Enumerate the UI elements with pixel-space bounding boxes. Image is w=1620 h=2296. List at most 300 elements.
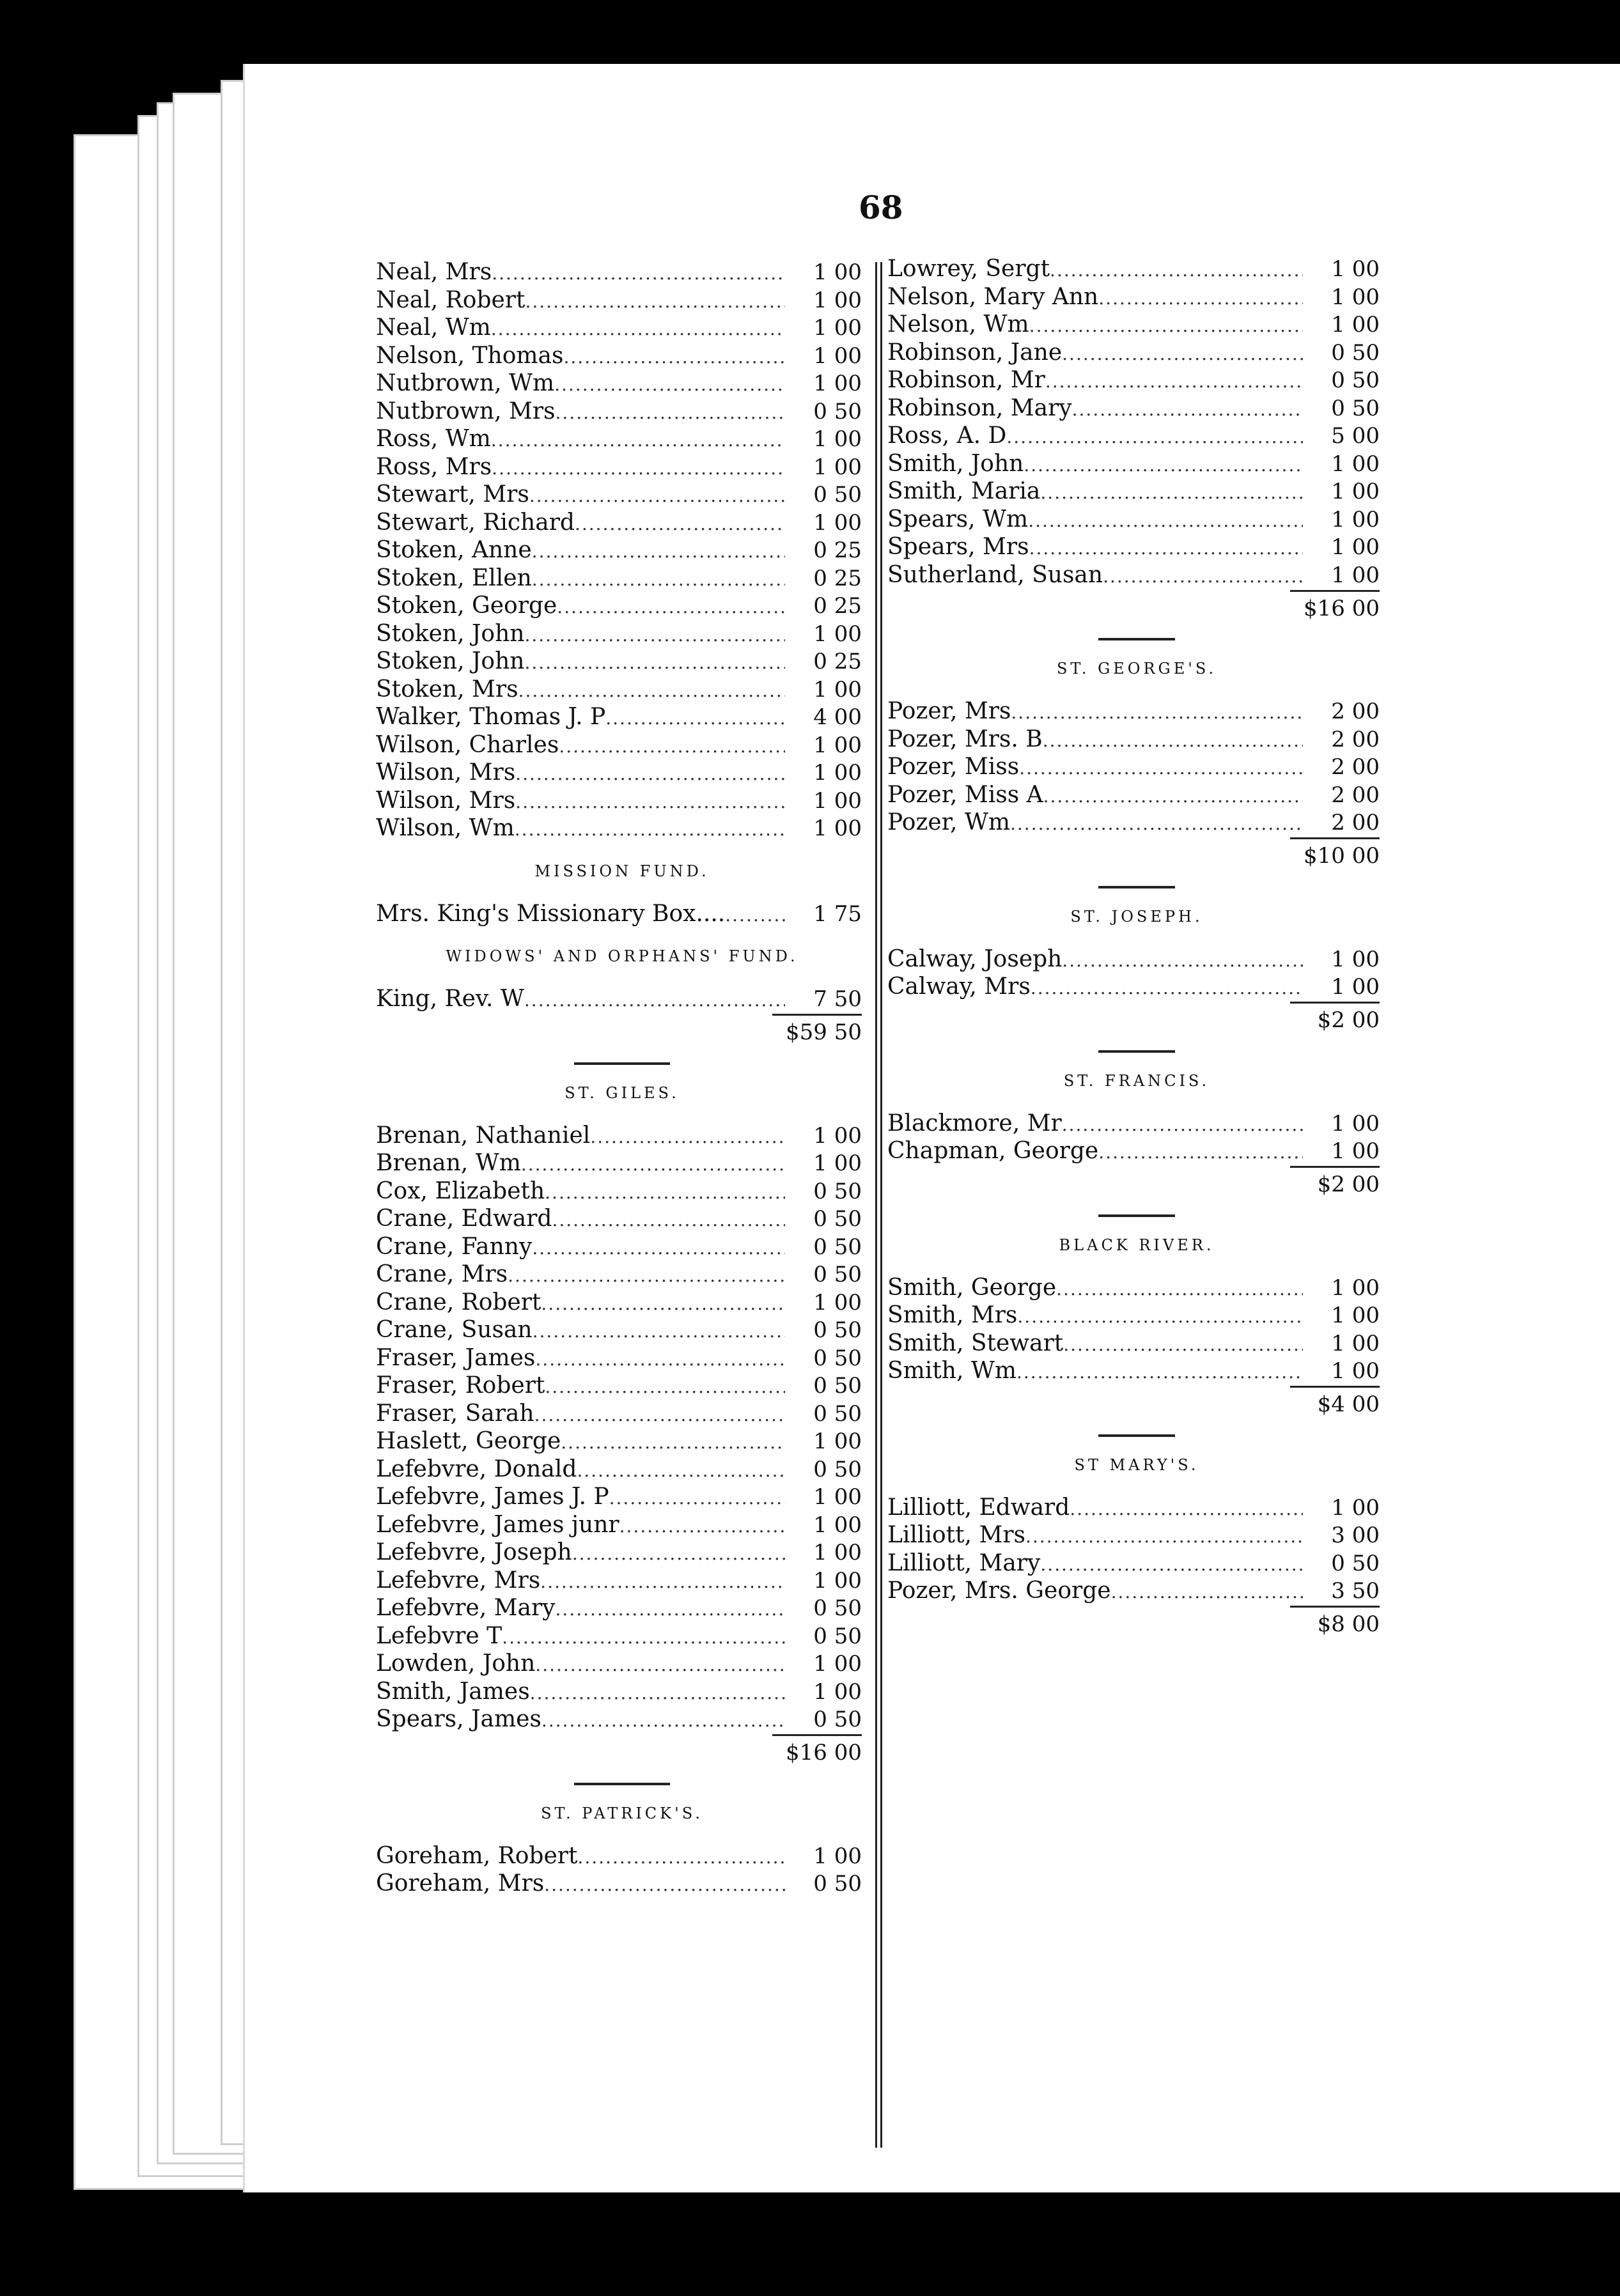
entry-name: Smith, Wm	[887, 1358, 1016, 1384]
entry-amount: 0 50	[813, 1373, 862, 1399]
entry-amount: 1 00	[813, 816, 862, 841]
leader-dots	[532, 541, 785, 562]
section-title-st-francis: ST. FRANCIS.	[1063, 1071, 1210, 1090]
list-item	[376, 787, 868, 816]
entry-amount: 3 50	[1331, 1578, 1380, 1604]
entry-amount: 1 00	[1331, 284, 1380, 310]
leader-dots	[1011, 702, 1303, 723]
entry-amount: 0 50	[813, 1317, 862, 1343]
entry-name: Crane, Susan	[376, 1317, 533, 1343]
section-title-widows-fund: WIDOWS' AND ORPHANS' FUND.	[446, 947, 798, 965]
list-item	[887, 311, 1386, 339]
list-item	[376, 1456, 868, 1484]
leader-dots	[521, 1154, 785, 1175]
entry-name: Smith, Maria	[887, 478, 1041, 504]
entry-amount: 3 00	[1331, 1523, 1380, 1548]
leader-dots	[1043, 786, 1303, 807]
list-item	[376, 1206, 868, 1234]
entry-list	[376, 259, 868, 843]
leader-dots	[1062, 343, 1303, 364]
list-item	[376, 759, 868, 787]
section-total: $2 00	[887, 1002, 1386, 1034]
list-item	[376, 704, 868, 732]
entry-amount: 1 00	[813, 509, 862, 536]
entry-amount: 1 00	[1331, 1494, 1380, 1521]
list-item	[376, 621, 868, 649]
leader-dots	[1016, 1361, 1303, 1383]
leader-dots	[1056, 1278, 1303, 1299]
entry-name: Stoken, John	[376, 620, 525, 647]
list-item	[887, 562, 1386, 590]
list-item	[376, 1679, 868, 1707]
entry-list	[887, 1110, 1386, 1166]
entry-name: Stoken, Mrs	[376, 676, 518, 702]
list-item	[376, 901, 868, 929]
entry-amount: 1 00	[1331, 312, 1380, 337]
leader-dots	[532, 569, 785, 590]
section-title-mission-fund: MISSION FUND.	[534, 862, 710, 880]
entry-amount: 0 50	[813, 1345, 862, 1371]
entry-name: Lefebvre T	[376, 1622, 502, 1649]
entry-name: Blackmore, Mr	[887, 1110, 1062, 1136]
entry-name: Ross, A. D	[887, 423, 1007, 449]
entry-amount: 1 00	[813, 787, 862, 814]
leader-dots	[515, 763, 785, 784]
entry-amount: 1 75	[813, 901, 862, 927]
entry-name: Cox, Elizabeth	[376, 1177, 545, 1204]
leader-dots	[1031, 977, 1303, 998]
entry-list	[887, 1494, 1386, 1606]
list-item	[887, 1358, 1386, 1386]
leader-dots	[508, 1265, 785, 1286]
entry-amount: 2 00	[1331, 810, 1380, 835]
leader-dots	[1098, 1142, 1303, 1163]
entry-name: Stoken, Ellen	[376, 564, 532, 591]
column-divider	[875, 262, 877, 2148]
leader-dots	[590, 1126, 785, 1147]
entry-name: Ross, Mrs	[376, 453, 492, 480]
list-item	[887, 1522, 1386, 1550]
entry-amount: 0 25	[813, 538, 862, 563]
list-item	[376, 815, 868, 843]
entry-name: Lefebvre, Mary	[376, 1595, 556, 1621]
entry-name: Lefebvre, Joseph	[376, 1539, 572, 1565]
section-total: $4 00	[887, 1386, 1386, 1418]
section-separator	[574, 1062, 670, 1065]
leader-dots	[525, 291, 785, 312]
leader-dots	[556, 1599, 786, 1620]
leader-dots	[1040, 482, 1303, 503]
leader-dots	[1103, 566, 1303, 587]
entry-amount: 0 50	[1331, 395, 1380, 421]
entry-name: Smith, George	[887, 1274, 1057, 1301]
leader-dots	[541, 1710, 785, 1731]
leader-dots	[544, 1874, 785, 1895]
entry-amount: 1 00	[813, 371, 862, 396]
entry-amount: 1 00	[1331, 479, 1380, 504]
entry-amount: 1 00	[1331, 1330, 1380, 1356]
list-item	[376, 1428, 868, 1456]
entry-name: Stoken, John	[376, 648, 525, 674]
entry-name: Nelson, Wm	[887, 311, 1029, 337]
leader-dots	[530, 1682, 785, 1703]
list-item	[376, 1345, 868, 1373]
entry-name: Stewart, Mrs	[376, 481, 529, 508]
entry-amount: 1 00	[1331, 562, 1380, 588]
list-item	[376, 454, 868, 482]
entry-name: Lowden, John	[376, 1650, 536, 1677]
leader-dots	[534, 1404, 785, 1425]
entry-amount: 0 50	[1331, 1550, 1380, 1576]
entry-name: Ross, Wm	[376, 426, 491, 452]
entry-name: Nelson, Thomas	[376, 342, 564, 369]
section-separator	[1098, 1434, 1175, 1437]
entry-amount: 0 50	[813, 1234, 862, 1260]
entry-name: Lilliott, Edward	[887, 1494, 1070, 1521]
entry-name: Crane, Fanny	[376, 1233, 533, 1260]
entry-name: Crane, Mrs	[376, 1261, 508, 1287]
entry-amount: 0 50	[813, 1707, 862, 1732]
section-total: $16 00	[376, 1734, 868, 1766]
leader-dots	[524, 624, 785, 646]
entry-list	[887, 1275, 1386, 1386]
entry-name: Wilson, Mrs	[376, 759, 516, 786]
entry-name: Spears, Wm	[887, 506, 1029, 532]
list-item	[887, 809, 1386, 837]
list-item	[376, 648, 868, 676]
entry-list	[887, 256, 1386, 589]
leader-dots	[529, 485, 785, 506]
list-item	[376, 1843, 868, 1871]
leader-dots	[515, 791, 785, 812]
leader-dots	[619, 1516, 785, 1537]
list-item	[376, 1178, 868, 1206]
entry-list	[376, 986, 868, 1014]
section-separator	[574, 1783, 670, 1785]
entry-amount: 0 50	[1331, 339, 1380, 366]
entry-amount: 1 00	[813, 1567, 862, 1594]
entry-name: Mrs. King's Missionary Box....	[376, 900, 726, 927]
entry-name: Pozer, Miss A	[887, 781, 1043, 808]
list-item	[376, 1567, 868, 1595]
leader-dots	[1006, 426, 1303, 447]
list-item	[376, 1234, 868, 1262]
entry-list	[887, 698, 1386, 837]
list-item	[887, 423, 1386, 451]
section-separator	[1098, 1214, 1175, 1217]
leader-dots	[1024, 454, 1303, 476]
leader-dots	[492, 263, 785, 284]
list-item	[887, 367, 1386, 395]
leader-dots	[1043, 730, 1303, 751]
entry-amount: 0 50	[813, 1456, 862, 1482]
entry-amount: 1 00	[813, 1679, 862, 1705]
section-title-st-patricks: ST. PATRICK'S.	[541, 1804, 703, 1822]
entry-amount: 2 00	[1331, 726, 1380, 752]
entry-amount: 0 25	[813, 593, 862, 619]
entry-amount: 1 00	[1331, 506, 1380, 532]
entry-name: Stoken, George	[376, 593, 557, 619]
entry-name: Fraser, Sarah	[376, 1400, 534, 1427]
entry-amount: 1 00	[813, 426, 862, 452]
entry-amount: 1 00	[1331, 1275, 1380, 1301]
section-total: $16 00	[887, 589, 1386, 621]
list-item	[887, 1550, 1386, 1578]
list-item	[887, 1275, 1386, 1303]
section-total: $2 00	[887, 1166, 1386, 1198]
leader-dots	[541, 1293, 785, 1314]
entry-name: Lilliott, Mary	[887, 1549, 1041, 1576]
entry-amount: 1 00	[1331, 534, 1380, 560]
entry-name: Neal, Robert	[376, 286, 526, 313]
list-item	[887, 256, 1386, 284]
entry-amount: 0 50	[813, 1262, 862, 1287]
leader-dots	[1098, 288, 1303, 309]
leader-dots	[725, 904, 785, 926]
entry-name: Smith, Stewart	[887, 1330, 1064, 1356]
leader-dots	[1029, 538, 1303, 559]
document-page	[243, 64, 1620, 2192]
entry-amount: 7 50	[813, 986, 862, 1012]
leader-dots	[524, 989, 785, 1011]
entry-name: Robinson, Mary	[887, 394, 1072, 421]
list-item	[376, 509, 868, 538]
list-item	[887, 1578, 1386, 1606]
list-item	[376, 593, 868, 621]
entry-amount: 1 00	[813, 760, 862, 786]
list-item	[376, 1706, 868, 1734]
entry-amount: 1 00	[1331, 1110, 1380, 1136]
entry-name: King, Rev. W	[376, 986, 524, 1012]
list-item	[887, 1302, 1386, 1330]
list-item	[376, 1261, 868, 1289]
entry-amount: 0 50	[813, 1623, 862, 1649]
entry-name: Robinson, Mr	[887, 367, 1045, 393]
entry-name: Pozer, Miss	[887, 754, 1020, 780]
entry-name: Brenan, Wm	[376, 1150, 521, 1176]
entry-amount: 0 25	[813, 649, 862, 674]
list-item	[887, 478, 1386, 506]
leader-dots	[491, 318, 785, 339]
list-item	[887, 726, 1386, 754]
leader-dots	[1063, 1334, 1303, 1355]
leader-dots	[1070, 1498, 1303, 1519]
entry-name: Lefebvre, Donald	[376, 1455, 577, 1482]
list-item	[376, 481, 868, 509]
left-column	[376, 259, 868, 1898]
entry-amount: 0 50	[813, 398, 862, 424]
section-total: $59 50	[376, 1014, 868, 1046]
page-number: 68	[859, 189, 903, 226]
leader-dots	[556, 402, 785, 423]
list-item	[376, 537, 868, 565]
leader-dots	[532, 1237, 785, 1259]
leader-dots	[1040, 1554, 1303, 1575]
entry-name: Spears, Mrs	[887, 534, 1029, 560]
entry-amount: 1 00	[813, 732, 862, 758]
list-item	[887, 946, 1386, 974]
entry-name: Lefebvre, James junr	[376, 1511, 619, 1538]
leader-dots	[1062, 1114, 1303, 1135]
section-title-st-georges: ST. GEORGE'S.	[1056, 660, 1217, 678]
list-item	[376, 986, 868, 1014]
entry-amount: 1 00	[1331, 1303, 1380, 1328]
entry-amount: 1 00	[813, 260, 862, 285]
leader-dots	[561, 1432, 785, 1453]
entry-name: Lowrey, Sergt	[887, 256, 1050, 282]
section-separator	[1098, 886, 1175, 888]
list-item	[887, 534, 1386, 562]
list-item	[376, 676, 868, 704]
leader-dots	[533, 1321, 785, 1342]
entry-name: Calway, Mrs	[887, 973, 1031, 1000]
entry-name: Chapman, George	[887, 1138, 1099, 1164]
leader-dots	[575, 513, 785, 534]
list-item	[887, 284, 1386, 312]
section-total: $8 00	[887, 1606, 1386, 1638]
entry-list	[376, 1843, 868, 1898]
entry-name: Goreham, Robert	[376, 1842, 578, 1869]
list-item	[887, 339, 1386, 368]
list-item	[376, 1539, 868, 1567]
leader-dots	[491, 430, 785, 451]
list-item	[376, 1400, 868, 1429]
list-item	[887, 1494, 1386, 1523]
list-item	[376, 1512, 868, 1540]
entry-name: Calway, Joseph	[887, 945, 1063, 972]
entry-name: Fraser, James	[376, 1344, 536, 1371]
entry-amount: 1 00	[813, 621, 862, 647]
list-item	[376, 426, 868, 454]
entry-name: Pozer, Mrs. B	[887, 725, 1043, 752]
entry-amount: 1 00	[813, 315, 862, 341]
leader-dots	[609, 1487, 785, 1509]
list-item	[376, 287, 868, 315]
entry-name: Pozer, Mrs. George	[887, 1578, 1111, 1604]
entry-name: Crane, Robert	[376, 1289, 541, 1315]
entry-name: Nutbrown, Wm	[376, 370, 555, 396]
list-item	[376, 1317, 868, 1345]
entry-amount: 1 00	[813, 1429, 862, 1454]
section-title-st-marys: ST MARY'S.	[1074, 1455, 1199, 1474]
list-item	[376, 1372, 868, 1400]
entry-amount: 1 00	[813, 1151, 862, 1176]
list-item	[887, 698, 1386, 726]
list-item	[376, 370, 868, 398]
leader-dots	[492, 458, 785, 479]
entry-amount: 1 00	[1331, 1358, 1380, 1384]
leader-dots	[1072, 399, 1303, 420]
list-item	[376, 1595, 868, 1623]
leader-dots	[1025, 1526, 1303, 1547]
leader-dots	[545, 1376, 785, 1397]
leader-dots	[554, 374, 785, 395]
list-item	[887, 1110, 1386, 1138]
leader-dots	[1017, 1306, 1303, 1327]
entry-list	[887, 946, 1386, 1002]
list-item	[887, 1138, 1386, 1166]
leader-dots	[563, 346, 785, 368]
list-item	[887, 782, 1386, 810]
entry-amount: 0 50	[813, 1595, 862, 1621]
entry-name: Crane, Edward	[376, 1206, 552, 1232]
leader-dots	[535, 1349, 785, 1370]
entry-amount: 1 00	[813, 1651, 862, 1677]
list-item	[887, 395, 1386, 423]
list-item	[376, 1870, 868, 1898]
section-separator	[1098, 638, 1175, 640]
entry-name: Smith, Mrs	[887, 1302, 1018, 1328]
entry-amount: 1 00	[1331, 256, 1380, 282]
entry-amount: 1 00	[813, 1512, 862, 1538]
leader-dots	[1045, 371, 1303, 392]
entry-name: Goreham, Mrs	[376, 1870, 545, 1897]
entry-amount: 1 00	[813, 1843, 862, 1869]
entry-amount: 1 00	[1331, 451, 1380, 477]
entry-amount: 1 00	[813, 343, 862, 369]
leader-dots	[552, 1209, 785, 1230]
entry-amount: 0 50	[813, 1206, 862, 1232]
entry-amount: 4 00	[813, 704, 862, 730]
leader-dots	[1111, 1581, 1303, 1602]
section-separator	[1098, 1050, 1175, 1053]
list-item	[376, 1650, 868, 1679]
entry-list	[376, 1122, 868, 1734]
entry-amount: 1 00	[1331, 946, 1380, 972]
entry-name: Fraser, Robert	[376, 1372, 545, 1399]
entry-name: Pozer, Wm	[887, 809, 1010, 835]
entry-amount: 1 00	[813, 1540, 862, 1565]
entry-name: Wilson, Charles	[376, 731, 559, 758]
list-item	[376, 732, 868, 760]
entry-name: Smith, John	[887, 450, 1024, 477]
entry-name: Smith, James	[376, 1678, 530, 1705]
entry-amount: 0 50	[813, 1871, 862, 1897]
list-item	[376, 1122, 868, 1151]
entry-amount: 0 50	[813, 482, 862, 508]
leader-dots	[1062, 950, 1303, 971]
entry-name: Sutherland, Susan	[887, 561, 1103, 588]
entry-name: Wilson, Mrs	[376, 787, 516, 814]
section-title-st-joseph: ST. JOSEPH.	[1070, 907, 1203, 926]
list-item	[887, 506, 1386, 534]
list-item	[376, 259, 868, 287]
entry-name: Stoken, Anne	[376, 537, 532, 563]
leader-dots	[557, 596, 785, 617]
entry-amount: 0 50	[813, 1178, 862, 1204]
entry-list	[376, 901, 868, 929]
leader-dots	[1010, 813, 1303, 834]
entry-name: Lefebvre, Mrs	[376, 1567, 541, 1594]
entry-amount: 5 00	[1331, 423, 1380, 449]
entry-amount: 1 00	[813, 676, 862, 702]
list-item	[376, 314, 868, 343]
list-item	[887, 1330, 1386, 1358]
list-item	[887, 451, 1386, 479]
entry-amount: 2 00	[1331, 754, 1380, 780]
entry-name: Stewart, Richard	[376, 509, 575, 536]
leader-dots	[524, 652, 785, 673]
leader-dots	[1028, 510, 1303, 531]
column-divider	[880, 262, 882, 2148]
list-item	[376, 1484, 868, 1512]
entry-amount: 1 00	[1331, 974, 1380, 1000]
list-item	[376, 398, 868, 426]
leader-dots	[572, 1543, 785, 1564]
leader-dots	[577, 1460, 785, 1481]
list-item	[376, 1623, 868, 1651]
entry-name: Nelson, Mary Ann	[887, 283, 1099, 310]
